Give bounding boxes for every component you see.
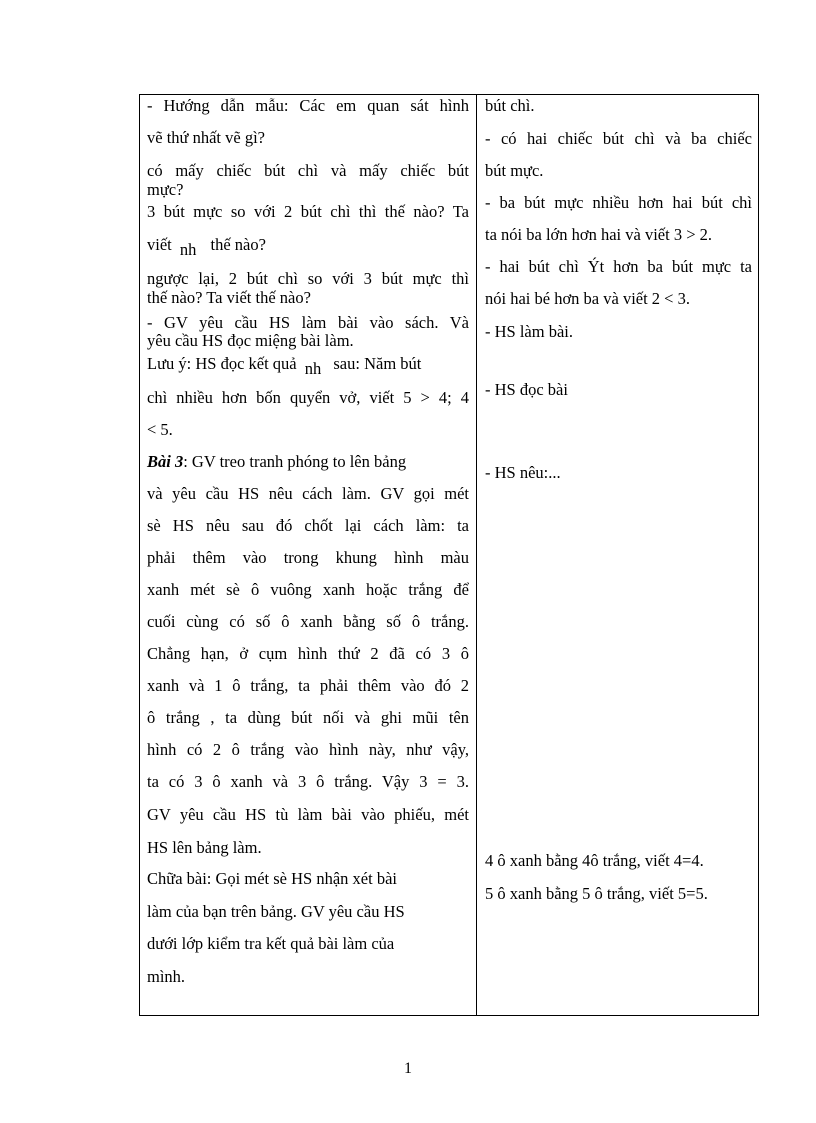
right-line: nói hai bé hơn ba và viết 2 < 3.: [485, 289, 690, 308]
right-line: 5 ô xanh bằng 5 ô trắng, viết 5=5.: [485, 884, 708, 903]
right-line: - HS làm bài.: [485, 322, 573, 341]
left-line: Chẳng hạn, ở cụm hình thứ 2 đã có 3 ô: [147, 644, 469, 663]
left-line: [147, 235, 469, 259]
left-line: HS lên bảng làm.: [147, 838, 262, 857]
column-divider: [476, 95, 477, 1015]
left-line: phải thêm vào trong khung hình màu: [147, 548, 469, 567]
left-line: mực?: [147, 180, 184, 199]
left-line: [147, 453, 469, 471]
right-line: - HS nêu:...: [485, 463, 561, 482]
right-line: 4 ô xanh bằng 4ô trắng, viết 4=4.: [485, 851, 704, 870]
left-text: thế nào?: [210, 235, 266, 254]
left-line: [147, 354, 469, 378]
left-line: xanh mét sè ô vuông xanh hoặc trắng để: [147, 580, 469, 599]
right-line: ta nói ba lớn hơn hai và viết 3 > 2.: [485, 225, 713, 244]
lesson-table: [139, 94, 759, 1016]
left-line: mình.: [147, 967, 186, 986]
left-text: nh: [304, 359, 322, 378]
left-line: Chữa bài: Gọi mét sè HS nhận xét bài: [147, 869, 397, 888]
left-text: nh: [179, 240, 197, 259]
left-line: yêu cầu HS đọc miệng bài làm.: [147, 331, 354, 350]
left-text: sau: Năm bút: [333, 354, 422, 373]
left-line: GV yêu cầu HS tù làm bài vào phiếu, mét: [147, 805, 469, 824]
left-text: viết: [147, 235, 172, 254]
left-text: : GV treo tranh phóng to lên bảng: [183, 452, 407, 471]
left-line: < 5.: [147, 420, 173, 439]
left-line: vẽ thứ nhất vẽ gì?: [147, 128, 265, 147]
left-line: ngược lại, 2 bút chì so với 3 bút mực thì: [147, 269, 469, 288]
right-line: - có hai chiếc bút chì và ba chiếc: [485, 129, 752, 148]
left-line: xanh và 1 ô trắng, ta phải thêm vào đó 2: [147, 676, 469, 695]
left-line: hình có 2 ô trắng vào hình này, như vậy,: [147, 740, 469, 759]
left-line: có mấy chiếc bút chì và mấy chiếc bút: [147, 161, 469, 180]
right-line: - hai bút chì Ýt hơn ba bút mực ta: [485, 257, 752, 276]
right-line: - HS đọc bài: [485, 380, 568, 399]
right-line: - ba bút mực nhiều hơn hai bút chì: [485, 193, 752, 212]
left-line: ô trắng , ta dùng bút nối và ghi mũi tên: [147, 708, 469, 727]
left-line: sè HS nêu sau đó chốt lại cách làm: ta: [147, 516, 469, 535]
left-line: chì nhiều hơn bốn quyển vở, viết 5 > 4; 4: [147, 388, 469, 407]
left-line: cuối cùng có số ô xanh bằng số ô trắng.: [147, 612, 469, 631]
left-line: và yêu cầu HS nêu cách làm. GV gọi mét: [147, 484, 469, 503]
right-line: bút chì.: [485, 96, 535, 115]
left-line: dưới lớp kiểm tra kết quả bài làm của: [147, 934, 395, 953]
left-line: - Hướng dẫn mẫu: Các em quan sát hình: [147, 96, 469, 115]
left-line: thế nào? Ta viết thế nào?: [147, 288, 311, 307]
right-line: bút mực.: [485, 161, 544, 180]
left-line: - GV yêu cầu HS làm bài vào sách. Và: [147, 313, 469, 332]
exercise-heading: Bài 3: [147, 452, 184, 471]
left-line: ta có 3 ô xanh và 3 ô trắng. Vậy 3 = 3.: [147, 772, 469, 791]
left-text: Lưu ý: HS đọc kết quả: [147, 354, 297, 373]
page-number: 1: [404, 1060, 412, 1077]
left-line: 3 bút mực so với 2 bút chì thì thế nào? Ta: [147, 202, 469, 221]
left-line: làm của bạn trên bảng. GV yêu cầu HS: [147, 902, 405, 921]
